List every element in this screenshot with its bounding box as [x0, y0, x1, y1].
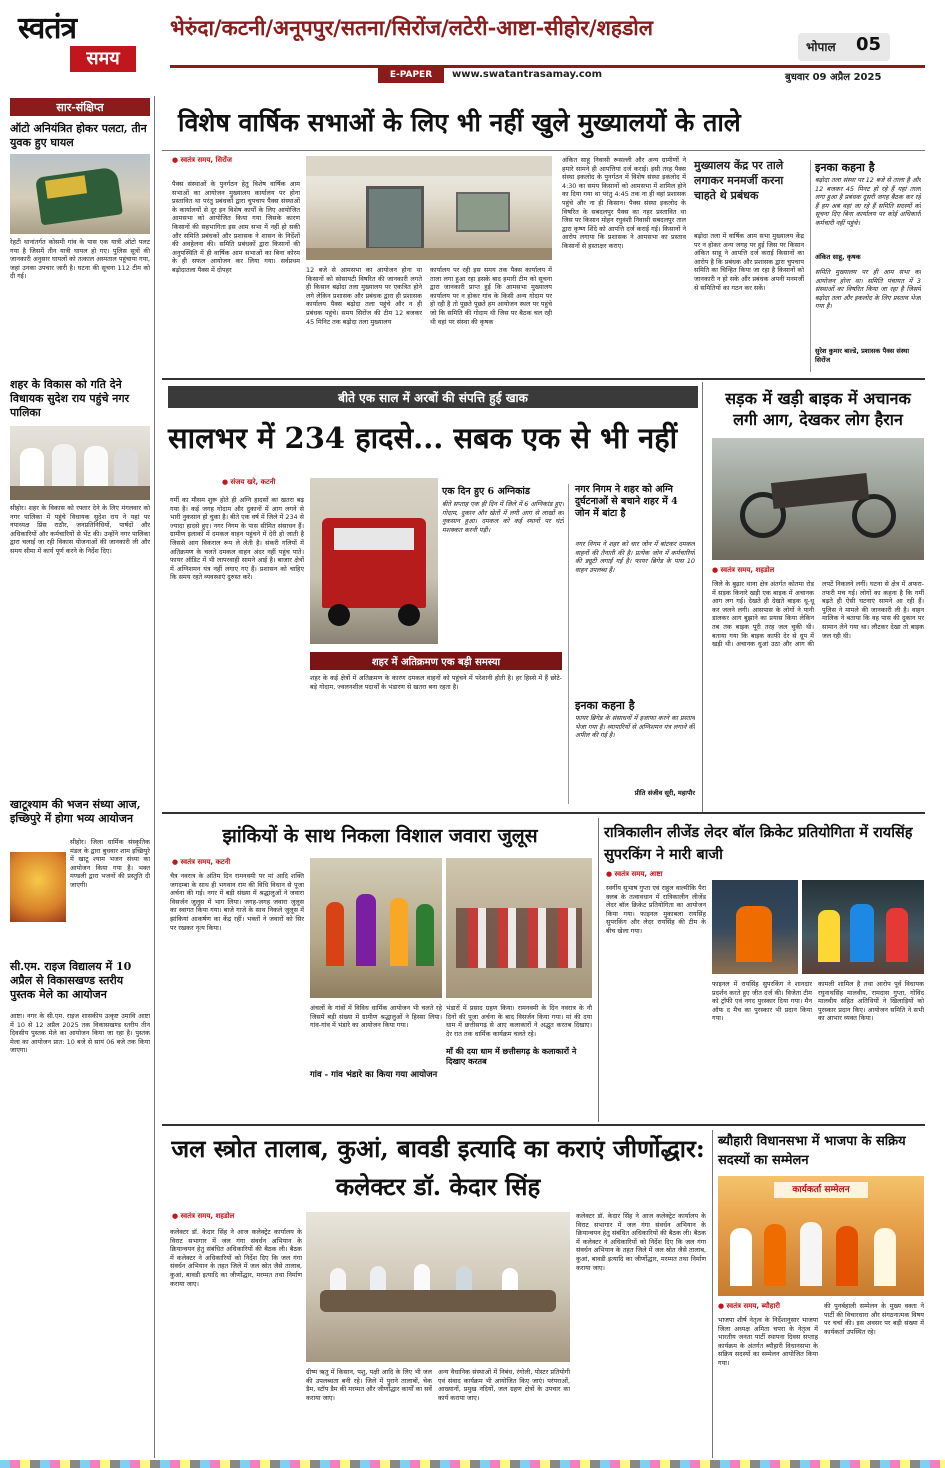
cricket-photo-1 — [712, 880, 798, 974]
sidebar-divider — [154, 96, 155, 1458]
sidebar — [10, 98, 150, 1458]
regions-banner: भेरुंदा/कटनी/अनूपपुर/सतना/सिरोंज/लटेरी-आष्टा-सीहोर/शहडोल — [170, 15, 653, 40]
fire-box3-sig: प्रीति संजीव सूरी, महापौर — [634, 789, 695, 797]
fire-byline: ● संजय खरे, कटनी — [222, 478, 275, 487]
sidebar-story4-title: सी.एम. राइज विद्यालय में 10 अप्रैल से विकासखण्ड स्तरीय पुस्तक मेले का आयोजन — [10, 960, 132, 1001]
opinion-box — [810, 160, 922, 372]
bike-body: जिले के बुढ़ार थाना क्षेत्र अंतर्गत कोतमा रोड में सड़क किनारे खड़ी एक बाइक में अचानक आग लग गई। देखते ही देखते बाइक धू-धू कर जलने लगी। आसपास के लोगों ने पानी डालकर आग बुझाने का प्रयास किया लेकिन तब तक बाइक पूरी तरह जल चुकी थी। बताया गया कि बाइक काफी देर से धूप में खड़ी थी। अचानक धुआं उठा और आग की लपटें निकलने लगीं। घटना से क्षेत्र में अफरा-तफरी मच गई। लोगों का कहना है कि गर्मी बढ़ते ही ऐसी घटनाएं सामने आ रही हैं। पुलिस ने मामले की जानकारी ली है। वाहन मालिक ने बताया कि वह पास की दुकान पर सामान लेने गया था। लौटकर देखा तो बाइक जल रही थी। — [712, 580, 924, 649]
water-body-left: कलेक्टर डॉ. केदार सिंह ने आज कलेक्ट्रेट कार्यालय के विराट सभागार में जल गंगा संवर्धन अभियान के क्रियान्वयन हेतु संबंधित अधिकारियों की बैठक ली। बैठक में कलेक्टर ने अधिकारियों को निर्देश दिए कि जल गंगा संवर्धन अभियान के तहत जिले में जल स्रोत जैसे तालाब, कुआं, बावडी इत्यादि का जीर्णोद्धार, मरम्मत तथा निर्माण कराया जाए। — [170, 1228, 302, 1288]
top-story-col4: अंकित साहू निवासी रूसल्ली और अन्य ग्रामीणों ने हमारे सामने ही आपत्तियां दर्ज कराई। इसी तरह पैक्स संस्था इकलोद के पुनर्गठन में विशेष संस्था इकलोद में 4:30 का समय किसानों को आमसभा में शामिल होने का दिया गया था परंतु 4:45 तक ना ही वहां प्रशासक पहुंचे और ना ही किसान। पैक्स संस्था इकलोद के विषरित के सबदलपुर पैक्स का नहर प्रस्तावित था जिस पर किसान मोहन रघुवंशी निवासी सबदलपुर ताल द्वारा कृष्ण शिंदे को आपत्ति दर्ज कराई गई। किसानों ने आरोप लगाया कि प्रशासक ने आमसभा का प्रस्ताव किसानों से हस्ताक्षर कराए। — [562, 156, 686, 250]
sidebar-story4-body: आष्टा। नगर के सी.एम. राइज शासकीय उत्कृष्ट उमावि आष्टा में 10 से 12 अप्रैल 2025 तक विकासखण्ड स्तरीय तीन दिवसीय पुस्तक मेले का आयोजन किया जा रहा है। पुस्तक मेला का आयोजन प्रात: 10 बजे से सायं 06 बजे तक किया जाएगा। — [10, 1012, 150, 1055]
water-byline: ● स्वतंत्र समय, शहडोल — [172, 1212, 234, 1221]
top-story-headline: विशेष वार्षिक सभाओं के लिए भी नहीं खुले मुख्यालयों के ताले — [178, 108, 741, 137]
jawara-headline: झांकियों के साथ निकला विशाल जवारा जुलूस — [222, 825, 538, 847]
fire-headline: सालभर में 234 हादसे... सबक एक से भी नहीं — [168, 421, 678, 455]
burnt-bike-photo — [712, 438, 924, 560]
locked-office-photo — [306, 156, 552, 260]
auto-photo — [10, 154, 150, 234]
opinion-box-sig2: सुरेश कुमार बाल्डे, प्रशासक पैक्स संस्था सिरोंज — [815, 347, 910, 364]
sidebar-header-label: सार-संक्षिप्त — [56, 101, 104, 114]
registration-strip — [0, 1460, 945, 1468]
meeting-photo — [306, 1212, 570, 1362]
website-link[interactable]: www.swatantrasamay.com — [452, 69, 603, 80]
top-story-col2: 12 बजे से आमसभा का आयोजन होना था किसानों को सोसायटी विषरित की जानकारी लगते ही किसान बढ़ोदा तला मुख्यालय पर एकत्रित होने लगे लेकिन प्रशासक और प्रबंधक द्वारा ही प्रशासक कार्यालय पैक्स बढ़ोदा तला पहुंचे और न ही प्रबंधक पहुंचे। समय सिरोंज की टीम 12 बजकर 45 मिनिट तक बढ़ोदा तला मुख्यालय — [306, 266, 422, 326]
fire-kicker-bar — [168, 386, 698, 408]
fire-box2-title: नगर निगम ने शहर को अग्नि दुर्घटनाओं से बचाने शहर में 4 जोन में बांटा है — [575, 484, 678, 519]
sidebar-story1-body: रेहटी थानांतर्गत कोसमी गांव के पास एक यात्री ऑटो पलट गया है जिसमें तीन यात्री घायल हो गए। पुलिस सूत्रों की जानकारी अनुसार घायलों को तत्काल अस्पताल पहुंचाया गया, जहां उनका उपचार जारी है। घटना की सूचना 112 टीम को दी गई। — [10, 238, 150, 281]
water-headline: जल स्त्रोत तालाब, कुआं, बावडी इत्यादि का कराएं जीर्णोद्धार: कलेक्टर डॉ. केदार सिंह — [171, 1134, 705, 1201]
opinion-box-body: बढ़ोदा तला संस्था पर 12 बजे से ताला है और 12 बजकर 45 मिनट हो रहे हैं यहां ताला लगा हुआ है प्रबंधक दूसरी जगह बैठक कर रहे हैं हम अब वहां जा रहे हैं समिति सदस्यों को सूचना दिए बिना कार्यालय पर कोई अधिकारी कर्मचारी नहीं पहुंचे। — [815, 176, 921, 227]
top-story-col3: कार्यालय पर रही इस समय तक पैक्स कार्यालय में ताला लगा हुआ रहा इसके बाद हमारी टीम को सूचना द्वारा जानकारी प्राप्त हुई कि आमसभा मुख्यालय कार्यालय पर न होकर गांव के किसी अन्य गोदाम पर हो रही है तो पूछते पूछते हम आयोजन स्थल पर पहुंचे जो कि समिति की गोदाम थी जिस पर बैठक चल रही थी वहां पर संस्था की कृषक — [430, 266, 552, 326]
bjp-byline: ● स्वतंत्र समय, ब्यौहारी — [718, 1302, 780, 1311]
fire-box3-body: फायर ब्रिगेड के संसाधनों में इजाफा करने का प्रस्ताव भेजा गया है। व्यापारियों से अग्निशमन यंत्र लगाने की अपील की गई है। — [575, 714, 695, 740]
water-body-right-2 — [576, 1212, 706, 1458]
bjp-photo-banner: कार्यकर्ता सम्मेलन — [774, 1182, 868, 1198]
fire-box1 — [442, 484, 564, 650]
water-body-continued: कलेक्टर डॉ. केदार सिंह ने आज कलेक्ट्रेट कार्यालय के विराट सभागार में जल गंगा संवर्धन अभियान के क्रियान्वयन हेतु संबंधित अधिकारियों की बैठक ली। बैठक में कलेक्टर ने अधिकारियों को निर्देश दिए कि जल गंगा संवर्धन अभियान के तहत जिले में जल स्रोत जैसे तालाब, कुआं, बावडी इत्यादि का जीर्णोद्धार, मरम्मत तथा निर्माण कराया जाए। — [576, 1212, 706, 1272]
jawara-body-right: भंडारों में प्रसाद ग्रहण किया। रामनवमी के दिन नवरात्र के नौ दिनों की पूजा अर्चना के बाद विसर्जन किया गया। मां की दया धाम में छत्तीसगढ़ से आए कलाकारों ने अद्भुत करतब दिखाए। देर रात तक धार्मिक कार्यक्रम चलते रहे। — [446, 1004, 592, 1038]
bjp-meeting-photo — [718, 1176, 924, 1296]
jawara-byline: ● स्वतंत्र समय, कटनी — [172, 858, 230, 867]
fire-truck-photo — [310, 478, 438, 644]
water-body-mid: ग्रीष्म ऋतु में किसान, पशु, पक्षी आदि के लिए भी जल की उपलब्धता बनी रहे। जिले में पुराने तालाबों, चेक डैम, स्टॉप डैम की मरम्मत और जीर्णोद्धार कार्यों का सर्वे कराया जाए। — [306, 1368, 432, 1402]
fire-box3-title: इनका कहना है — [575, 699, 635, 712]
fire-photo-caption: शहर में अतिक्रमण एक बड़ी समस्या — [371, 657, 501, 668]
crowd-photo — [446, 858, 592, 998]
jawara-sub-head: माँ की दया धाम में छत्तीसगढ़ के कलाकारों ने दिखाए करतब — [446, 1046, 577, 1066]
sidebar-story3-title: खाटूश्याम की भजन संध्या आज, इच्छिपुरे में होगा भव्य आयोजन — [10, 798, 141, 825]
cricket-body-mid: फाइनल में रायसिंह सुपरकिंग ने शानदार प्रदर्शन करते हुए जीत दर्ज की। विजेता टीम को ट्रॉफी एवं नगद पुरस्कार दिया गया। मैन ऑफ द मैच का पुरस्कार भी प्रदान किया गया। — [712, 980, 812, 1023]
fire-box1-title: एक दिन हुए 6 अग्निकांड — [442, 486, 530, 497]
opinion-box-sig1: अंकित साहू, कृषक — [815, 253, 861, 261]
fire-kicker: बीते एक साल में अरबों की संपत्ति हुई खाक — [338, 391, 528, 405]
top-story-pull-quote: मुख्यालय केंद्र पर ताले लगाकर मनमर्जी करना चाहते थे प्रबंधक — [694, 159, 784, 202]
khatushyam-photo — [10, 852, 66, 922]
sidebar-story2-title: शहर के विकास को गति देने विधायक सुदेश राय पहुंचे नगर पालिका — [10, 378, 130, 419]
cricket-photo-2 — [802, 880, 924, 974]
opinion-box-body2: समिति मुख्यालय पर ही आम सभा का आयोजन होना था। समिति पंचायत में 3 संस्थाओं का विषरित किया जा रहा है जिसमें बढ़ोदा तला और इकलोद के लिए प्रस्ताव भेजा गया है। — [815, 268, 921, 311]
bike-byline: ● स्वतंत्र समय, शहडोल — [712, 566, 774, 575]
masthead-rule — [170, 65, 925, 68]
edition-label: भोपाल — [806, 40, 836, 54]
top-story-col5: बढ़ोदा तला में वार्षिक आम सभा मुख्यालय केंद्र पर न होकर अन्य जगह पर हुई जिस पर किसान अंकित साहू ने आपत्ति दर्ज कराई किसानों का आरोप है कि प्रबंधक और प्रशासक द्वारा चुपचाप समिति का चिन्हित किया जा रहा है किसानों को जानकारी न हो सके और प्रबंधक अपनी मनमर्जी से समितियों का गठन कर सकें। — [694, 232, 804, 292]
cricket-byline: ● स्वतंत्र समय, आष्टा — [606, 870, 663, 879]
top-story-byline: ● स्वतंत्र समय, सिरोंज — [172, 156, 232, 165]
jawara-body-left: चैत्र नवरात्र के अंतिम दिन रामनवमी पर मां आदि शक्ति जगदम्बा के साथ ही भगवान राम की विधि विधान से पूजा अर्चना की गई। नगर में बड़ी संख्या में श्रद्धालुओं ने जवारा विसर्जन जुलूस में भाग लिया। जगह-जगह जवारा जुलूस का स्वागत किया गया। बाजे गाजे के साथ निकले जुलूस में झांकियां आकर्षण का केंद्र रहीं। भक्तों ने जवारों को सिर पर रखकर नृत्य किया। — [170, 872, 304, 932]
fire-box2 — [568, 484, 694, 804]
cricket-body-right: कामली शामिल है तथा आरोप पूर्व विधायक रघुनाथसिंह मालवीय, रामदास गुप्ता, गोविंद मालवीय सहित अतिथियों ने खिलाड़ियों को पुरस्कार प्रदान किए। आयोजन समिति ने सभी का आभार व्यक्त किया। — [818, 980, 924, 1023]
bjp-headline: ब्यौहारी विधानसभा में भाजपा के सक्रिय सदस्यों का सम्मेलन — [718, 1134, 906, 1168]
opinion-box-title: इनका कहना है — [815, 161, 875, 174]
sidebar-story2-body: सीहोर। शहर के विकास को रफ्तार देने के लिए मंगलवार को नगर पालिका में पहुंचे विधायक सुदेश राय ने यहां पर नपाध्यक्ष प्रिंस राठौर, जनप्रतिनिधियों, पार्षदों और अधिकारियों और कर्मचारियों से भेंट की। उन्होंने नगर पालिका द्वारा चलाई जा रही विकास योजनाओं की जानकारी ली और समय सीमा में कार्य पूर्ण करने के निर्देश दिए। — [10, 504, 150, 555]
fire-body-left: गर्मी का मौसम शुरू होते ही अग्नि हादसों का खतरा बढ़ गया है। कई जगह गोदाम और दुकानों में आग लगने से भारी नुकसान हो चुका है। बीते एक वर्ष में जिले में 234 से ज्यादा हादसे हुए। नगर निगम के पास सीमित संसाधन हैं। ग्रामीण इलाकों में दमकल वाहन पहुंचने में देरी हो जाती है जिससे आग विकराल रूप ले लेती है। संकरी गलियों में अतिक्रमण के चलते दमकल वाहन अंदर नहीं पहुंच पाते। फायर ऑडिट में भी लापरवाही सामने आई है। बाजार क्षेत्रों में अग्निशमन यंत्र नहीं लगाए गए हैं। प्रशासन को चाहिए कि समय रहते व्यवस्थाएं दुरुस्त करें। — [170, 496, 304, 582]
fire-box1-body: बीते सप्ताह एक ही दिन में जिले में 6 अग्निकांड हुए। गोदाम, दुकान और खेतों में लगी आग से लाखों का नुकसान हुआ। दमकल को कई स्थानों पर घंटों मशक्कत करनी पड़ी। — [442, 500, 564, 534]
jawara-photo-caption: गांव - गांव भंडारे का किया गया आयोजन — [310, 1070, 438, 1080]
fire-photo-caption-bar — [310, 652, 562, 670]
fire-body-bottom: शहर के कई क्षेत्रों में अतिक्रमण के कारण दमकल वाहनों को पहुंचने में परेशानी होती है। हर हिस्से में हैं छोटे-बड़े गोदाम, ज्वलनशील पदार्थों के भंडारण से खतरा बना रहता है। — [310, 674, 562, 691]
top-story-col1: पैक्स संस्थाओं के पुनर्गठन हेतु विशेष वार्षिक आम सभाओं का आयोजन मुख्यालय कार्यालय पर होना प्रस्तावित था परंतु प्रबंधकों द्वारा चुपचाप पैक्स संस्थाओं के कार्यालयों से दूर इन विशेष कार्यों के लिए आयोजित आमसभा को आयोजित किया गया जिसके कारण किसानों की सहभागिता इस आम सभा में नहीं हो सकी और समिति प्रबंधकों और प्रशासक ने शासन के निर्देशों की अवहेलना की। समिति प्रबंधकों द्वारा किसानों की अनुपस्थिति में ही वार्षिक आम सभाओं का बिना कोरम के ही सफल आयोजन कर लिया गया। सर्वप्रथम बढ़ोदातला पैक्स में दोपहर — [172, 180, 300, 274]
fire-box2-body: नगर निगम ने शहर को चार जोन में बांटकर दमकल वाहनों की तैनाती की है। प्रत्येक जोन में कर्मचारियों की ड्यूटी लगाई गई है। फायर ब्रिगेड के पास 10 वाहन उपलब्ध हैं। — [575, 540, 695, 574]
municipality-photo — [10, 426, 150, 500]
logo — [18, 6, 158, 80]
bjp-body-right: की पुनर्बहाली सम्मेलन के मुख्य वक्ता ने पार्टी की विचारधारा और संगठनात्मक विषय पर चर्चा की। इस अवसर पर बड़ी संख्या में कार्यकर्ता उपस्थित रहे। — [824, 1302, 924, 1336]
logo-bottom: समय — [70, 46, 136, 72]
epaper-badge: E-PAPER — [378, 68, 444, 83]
bjp-body-left: भाजपा शीर्ष नेतृत्व के निर्देशानुसार भाजपा जिला अध्यक्ष अमिता चपरा के नेतृत्व में भारतीय जनता पार्टी स्थापना दिवस सप्ताह कार्यक्रम के अंतर्गत ब्यौहारी विधानसभा के सक्रिय सदस्यों का सम्मेलन आयोजित किया गया। — [718, 1316, 818, 1367]
sidebar-header — [10, 98, 150, 116]
water-body-right-1: अन्य वैधानिक संस्थाओं में निबंध, रंगोली, पोस्टर प्रतियोगी एवं संवाद कार्यक्रम भी आयोजित किए जाएं। परंपराओं, आख्यानों, प्रमुख नदियों, जल ग्रहण क्षेत्रों के उपचार का कार्य कराया जाए। — [438, 1368, 570, 1402]
bike-headline: सड़क में खड़ी बाइक में अचानक लगी आग, देखकर लोग हैरान — [725, 389, 911, 429]
sidebar-story1-title: ऑटो अनियंत्रित होकर पलटा, तीन युवक हुए घायल — [10, 122, 147, 149]
cricket-headline: रात्रिकालीन लीजेंड लेदर बॉल क्रिकेट प्रतियोगिता में रायसिंह सुपरकिंग ने मारी बाजी — [604, 824, 913, 863]
issue-date: बुधवार 09 अप्रैल 2025 — [785, 72, 882, 83]
masthead — [0, 0, 945, 88]
procession-photo — [310, 858, 442, 998]
sidebar-story3-body: सीहोर। जिला धार्मिक संस्कृतिक मंडल के द्वारा बुधवार शाम इच्छिपुरे में खाटू श्याम भजन संध्या का आयोजन किया गया है। भक्त मण्डली द्वारा भजनों की प्रस्तुति दी जाएगी। — [70, 838, 150, 889]
logo-top: स्वतंत्र — [18, 11, 77, 46]
page-number: 05 — [856, 34, 882, 55]
cricket-body-left: स्वर्गीय सुभाष गुप्ता एवं राहुल वाल्मीकि पैरा क्लब के तत्वावधान में रात्रिकालीन लीजेंड लेदर बॉल क्रिकेट प्रतियोगिता का आयोजन किया गया। फाइनल मुकाबला रायसिंह सुपरकिंग और लेदर रायसिंह की टीम के बीच खेला गया। — [606, 884, 706, 935]
jawara-body-mid: अंचलों के गांवों में विविध धार्मिक आयोजन भी चलते रहे जिसमें बड़ी संख्या में ग्रामीण श्रद्धालुओं ने हिस्सा लिया। गांव-गांव में भंडारे का आयोजन किया गया। — [310, 1004, 442, 1030]
